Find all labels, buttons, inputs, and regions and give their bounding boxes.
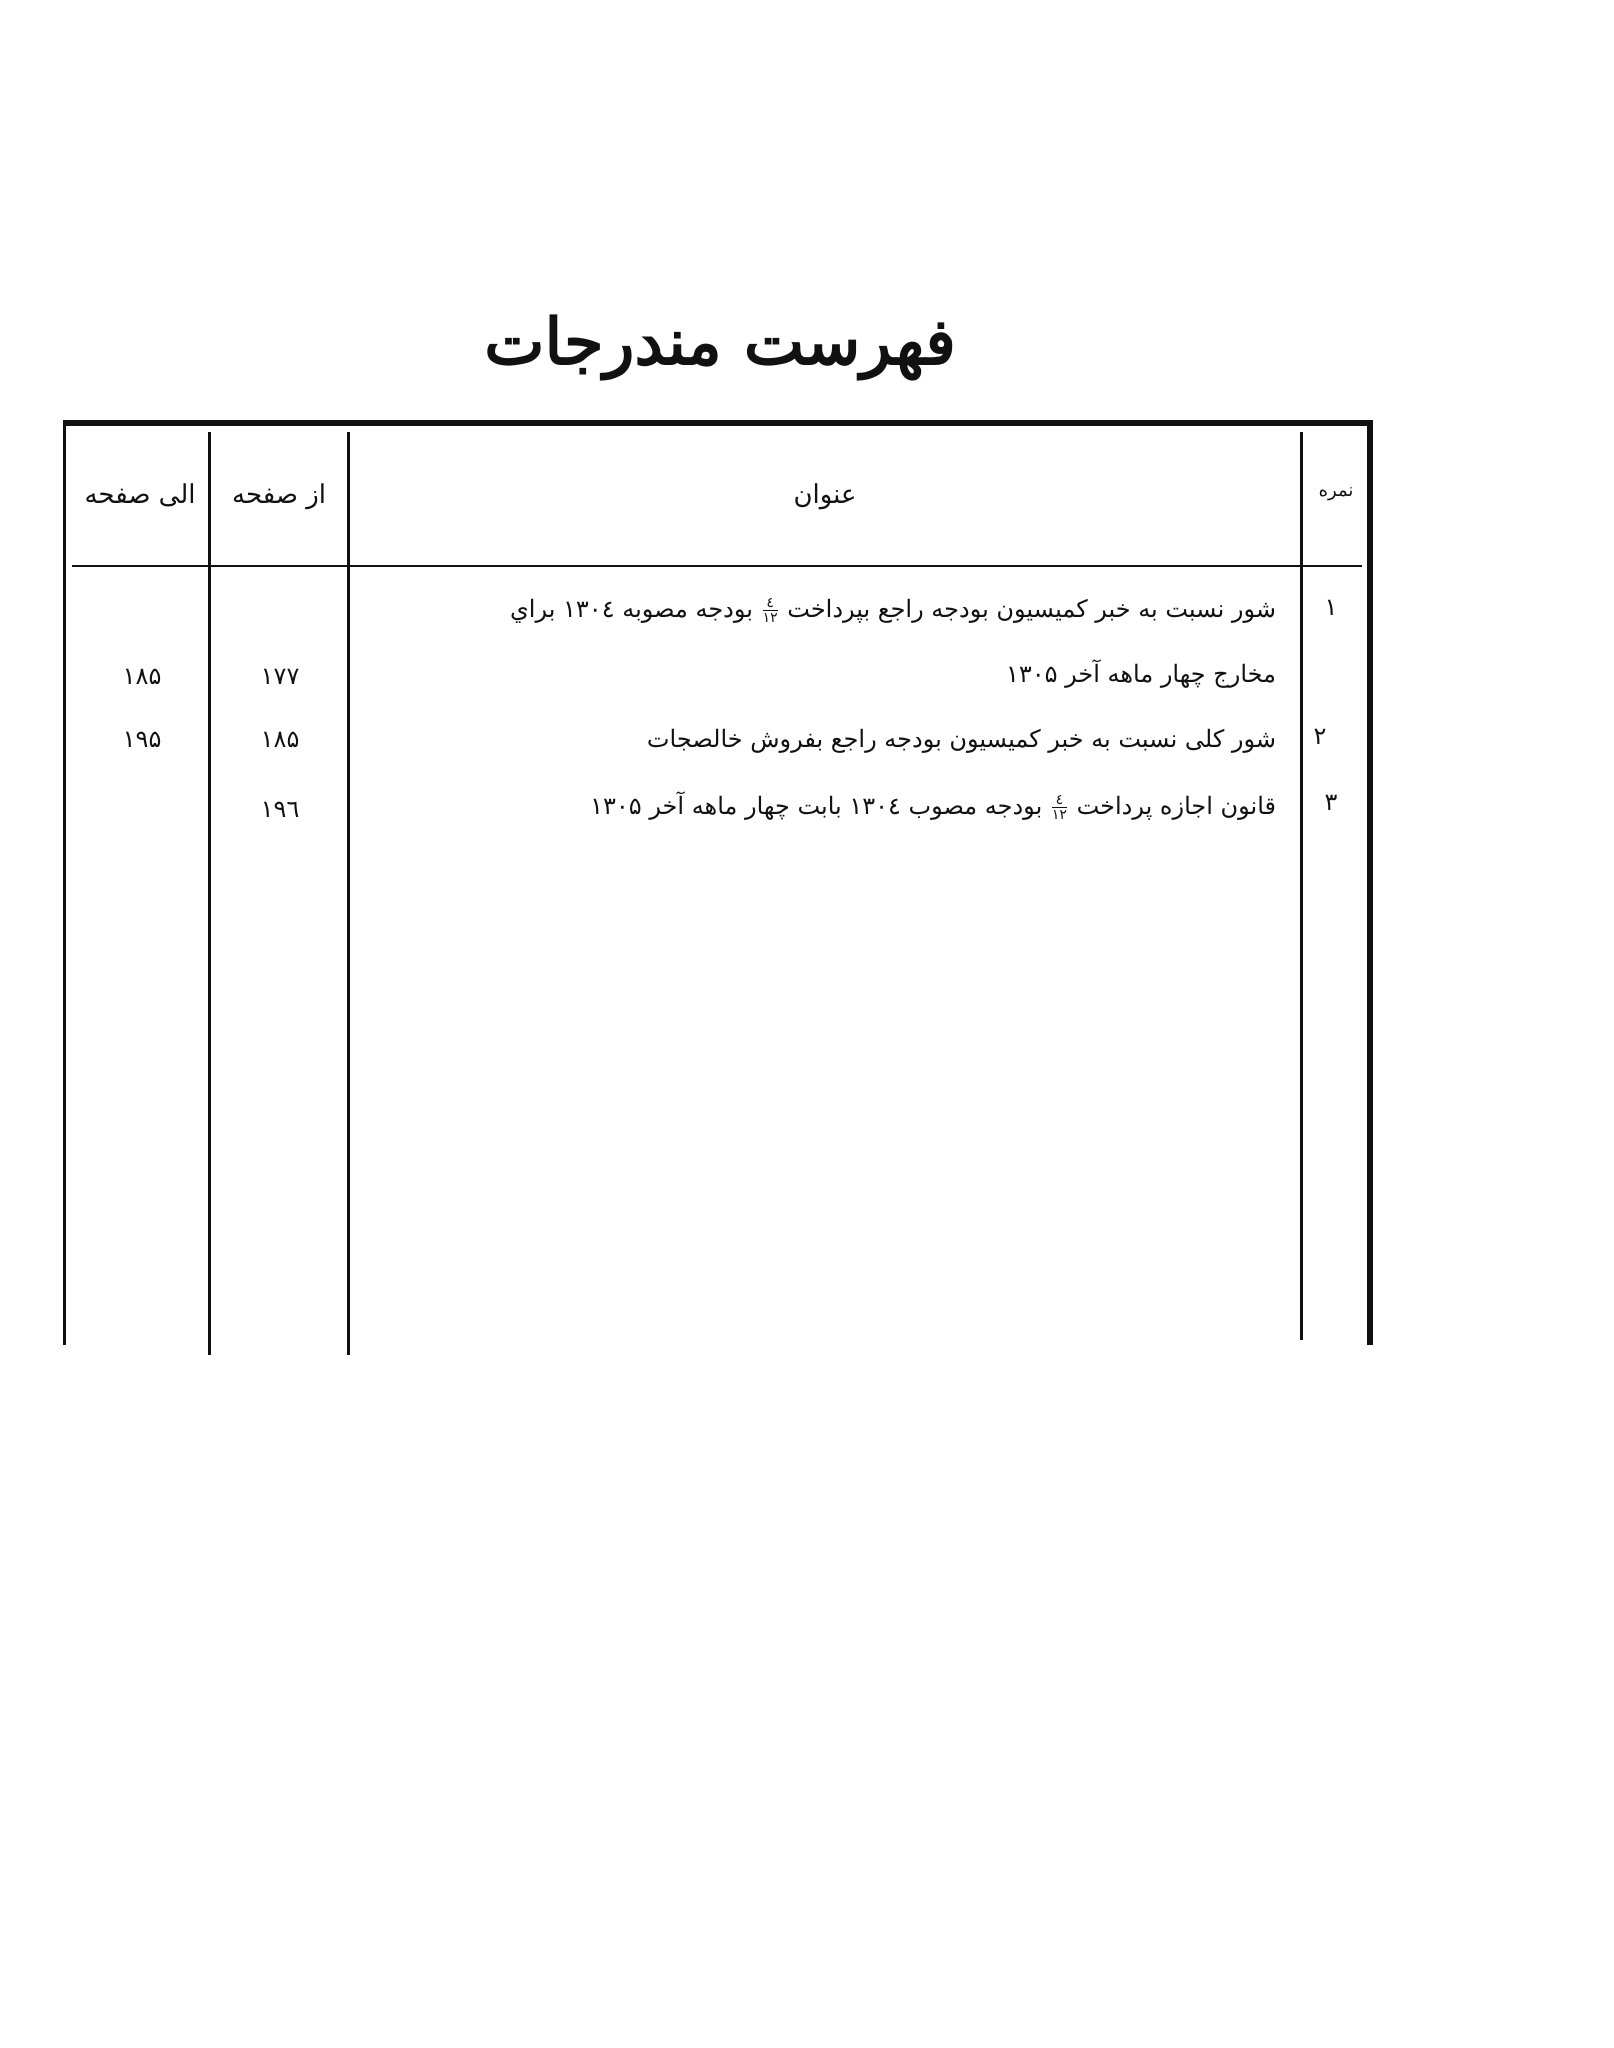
row-subject-part: قانون اجازه پرداخت <box>1076 792 1276 820</box>
row-subject-line: مخارج چهار ماهه آخر ۱۳۰۵ <box>1005 660 1276 688</box>
row-number: ۳ <box>1324 788 1338 816</box>
row-subject-part: بودجه مصوب ۱۳۰٤ بابت چهار ماهه آخر ۱۳۰۵ <box>590 792 1043 820</box>
header-to-page: الی صفحه <box>84 480 196 510</box>
fraction-denominator: ۱۲ <box>1051 807 1067 823</box>
row-number: ۱ <box>1324 593 1338 621</box>
fraction <box>1052 793 1067 822</box>
row-from-page: ۱۸۵ <box>260 725 300 753</box>
row-to-page: ۱۹۵ <box>122 725 162 753</box>
fraction-numerator: ٤ <box>1052 793 1067 808</box>
row-from-page: ۱۹٦ <box>260 795 300 823</box>
column-divider-subject <box>347 432 350 1355</box>
header-number: نمره <box>1318 480 1354 501</box>
row-subject-part: شور نسبت به خبر کمیسیون بودجه راجع بپرداخت <box>787 595 1276 623</box>
column-divider-number <box>1300 432 1303 1340</box>
row-subject-part: بودجه مصوبه ۱۳۰٤ براي <box>510 595 753 623</box>
row-to-page: ۱۸۵ <box>122 662 162 690</box>
row-subject-line <box>590 792 1276 822</box>
row-number: ۲ <box>1313 722 1327 750</box>
table-frame <box>63 420 1373 1345</box>
column-divider-from-page <box>208 432 211 1355</box>
row-subject-line: شور کلی نسبت به خبر کمیسیون بودجه راجع بفروش خالصجات <box>646 725 1276 753</box>
fraction-numerator: ٤ <box>763 596 778 611</box>
page-title: فهرست مندرجات <box>484 305 956 380</box>
header-subject: عنوان <box>793 480 857 510</box>
fraction <box>763 596 778 625</box>
fraction-denominator: ۱۲ <box>762 610 778 626</box>
header-from-page: از صفحه <box>232 480 326 510</box>
header-divider <box>72 565 1362 567</box>
row-from-page: ۱۷۷ <box>260 662 300 690</box>
row-subject-line <box>510 595 1276 625</box>
